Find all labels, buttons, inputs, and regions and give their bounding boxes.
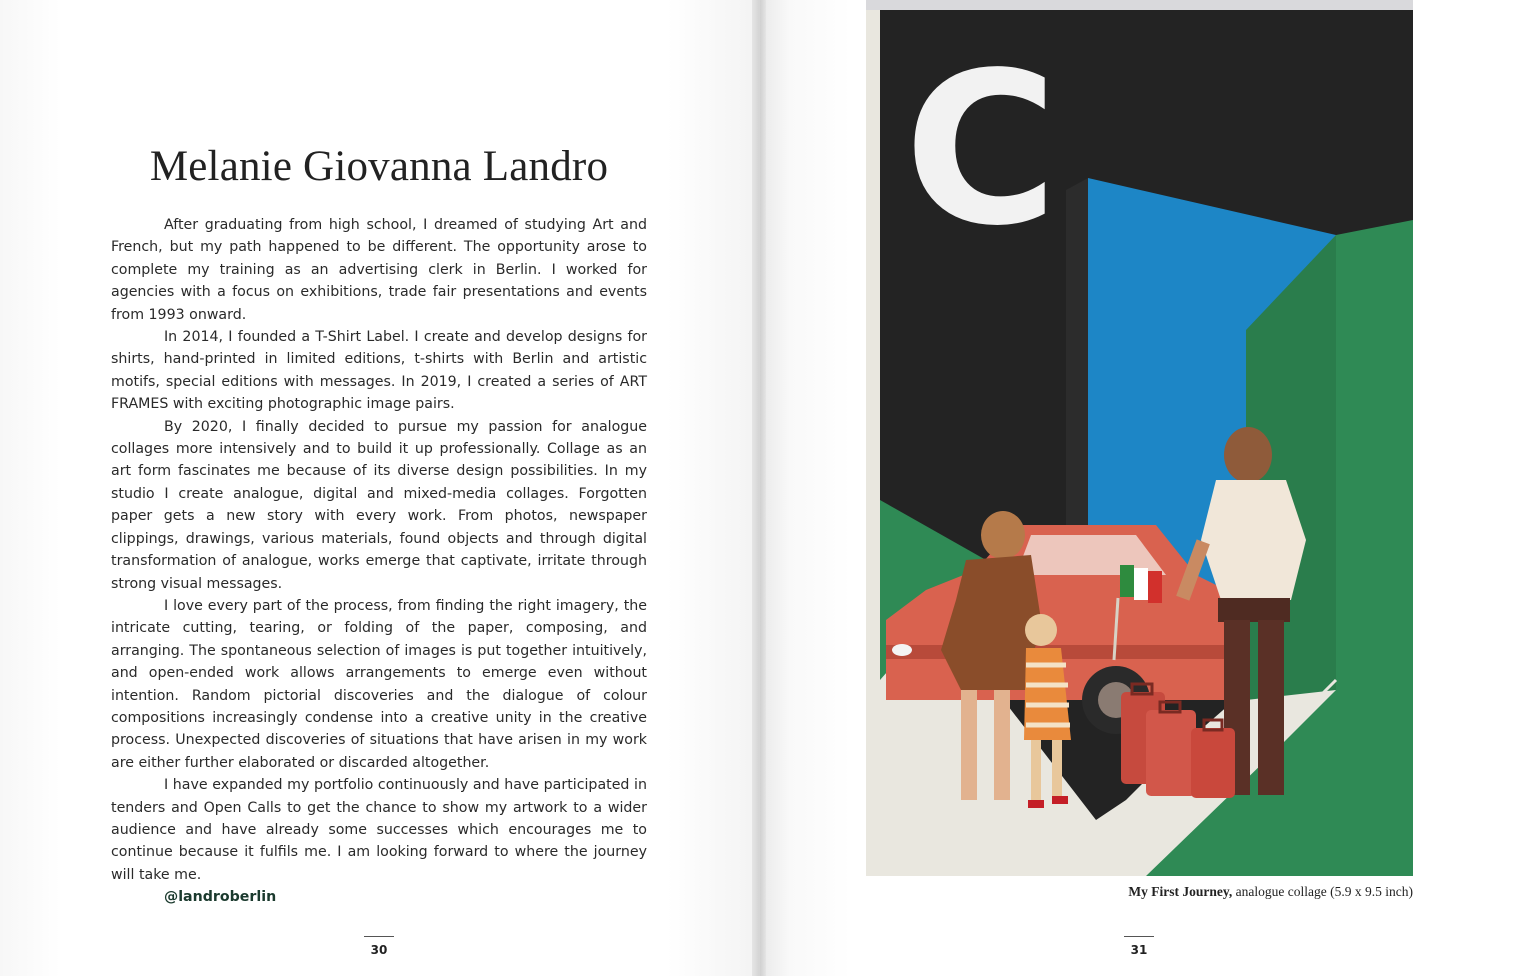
bio-paragraph-1: After graduating from high school, I dreamed of studying Art and French, but my path happened to be different. The opportunity arose to complete my training as an advertising clerk in Berlin. I worked for agencies with a focus on exhibitions, trade fair presentations and events from 1993 onward.	[111, 217, 647, 323]
artwork-top-edge	[866, 0, 1413, 10]
page-number-right: 31	[1124, 936, 1154, 957]
caption-artwork-title: My First Journey,	[1128, 884, 1233, 899]
artwork-caption	[866, 884, 1413, 900]
artist-biography	[111, 214, 647, 909]
social-handle-link[interactable]: @landroberlin	[164, 889, 277, 906]
flag-green-stripe	[1120, 565, 1134, 597]
book-gutter-shadow	[752, 0, 766, 976]
flag-white-stripe	[1134, 568, 1148, 600]
bio-paragraph-3: By 2020, I finally decided to pursue my passion for analogue collages more intensively and to build it up professionally. Collage as an art form fascinates me because of its diverse design possibilities. In my studio I create analogue, digital and mixed-media collages. Forgotten paper gets a new story with every work. From photos, newspaper clippings, drawings, various materials, found objects and through digital transformation of analogue, works emerge that captivate, irritate through strong visual messages.	[111, 418, 647, 592]
page-number-left: 30	[364, 936, 394, 957]
flag-red-stripe	[1148, 571, 1162, 603]
bio-paragraph-4: I love every part of the process, from finding the right imagery, the intricate cutting, tearing, or folding of the paper, composing, and arranging. The spontaneous selection of images is put together intuitively, and open-ended work allows arrangements to emerge even without intention. Random pictorial discoveries and the dialogue of colour compositions increasingly condense into a creative unity in the creative process. Unexpected discoveries of situations that have arisen in my work are either further elaborated or discarded altogether.	[111, 597, 647, 771]
artwork-letter-c: C	[904, 27, 1059, 272]
bio-paragraph-5: I have expanded my portfolio continuously and have participated in tenders and Open Calls to get the chance to show my artwork to a wider audience and have already some successes which encourages me to continue because it fulfils me. I am looking forward to where the journey will take me.	[111, 777, 647, 883]
artist-name-title: Melanie Giovanna Landro	[149, 143, 609, 190]
collage-artwork-image	[866, 0, 1413, 876]
bio-paragraph-2: In 2014, I founded a T-Shirt Label. I create and develop designs for shirts, hand-printed in limited editions, t-shirts with Berlin and artistic motifs, special editions with messages. In 2019, I created a series of ART FRAMES with exciting photographic image pairs.	[111, 329, 647, 413]
caption-artwork-details: analogue collage (5.9 x 9.5 inch)	[1232, 884, 1413, 899]
